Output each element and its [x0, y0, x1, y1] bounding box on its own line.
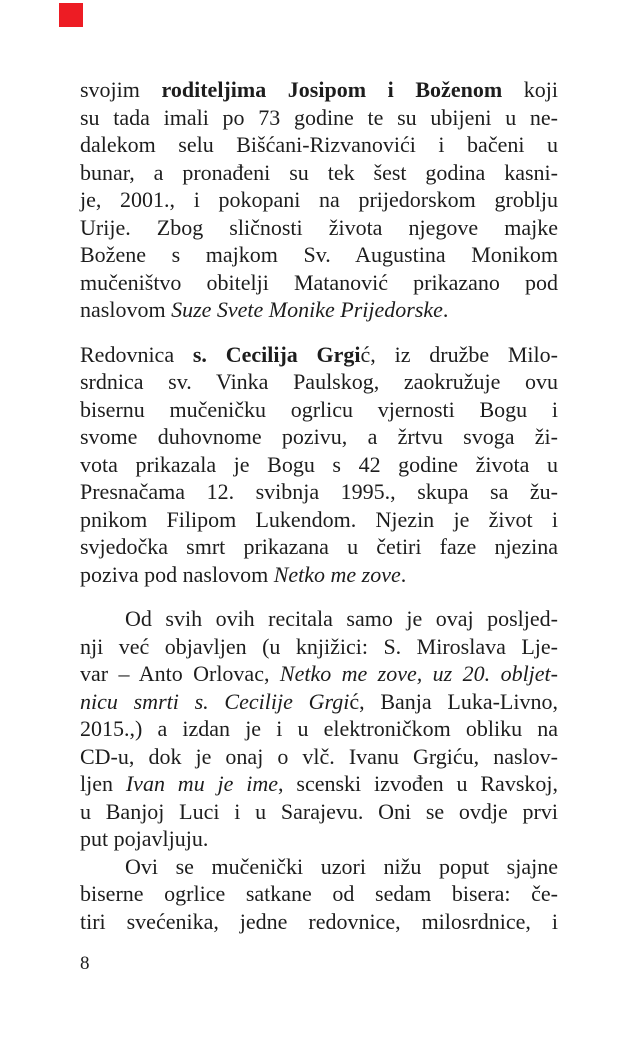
- text-line: [80, 880, 558, 908]
- text-segment: Netko me zove: [273, 561, 401, 587]
- text-segment: Suze Svete Monike Prijedorske: [171, 297, 443, 322]
- text-segment: poziva pod naslovom: [80, 561, 274, 587]
- text-line: [80, 76, 558, 104]
- text-line: [80, 269, 558, 297]
- text-segment: tiri svećenika, jedne redovnice, milosrdnice, i: [80, 908, 558, 934]
- text-segment: Od svih ovih recitala samo je ovaj posljed-: [125, 606, 558, 631]
- text-line: [80, 688, 558, 716]
- text-segment: dalekom selu Bišćani-Rizvanovići i bačeni u: [80, 132, 558, 157]
- text-segment: u Banjoj Luci i u Sarajevu. Oni se ovdje prvi: [80, 798, 558, 824]
- text-segment: svjedočka smrt prikazana u četiri faze njezina: [80, 534, 558, 559]
- text-line: [80, 825, 558, 853]
- text-segment: Redovnica: [80, 341, 193, 367]
- text-line: [80, 633, 558, 661]
- text-line: [80, 660, 558, 688]
- text-segment: biserne ogrlice satkane od sedam bisera: če-: [80, 881, 558, 906]
- text-segment: mučeništvo obitelji Matanović prikazano pod: [80, 269, 558, 295]
- text-line: [80, 296, 558, 324]
- red-scan-marker: [59, 3, 83, 27]
- text-line: [80, 451, 558, 479]
- text-segment: var – Anto Orlovac,: [80, 661, 280, 686]
- text-line: [80, 159, 558, 187]
- text-segment: , scenski izvođen u Ravskoj,: [278, 771, 558, 796]
- text-segment: Ivan mu je ime: [125, 771, 279, 796]
- text-line: [80, 423, 558, 451]
- text-line: [80, 368, 558, 396]
- text-segment: Ovi se mučenički uzori nižu poput sjajne: [125, 853, 558, 879]
- text-segment: ljen: [80, 771, 126, 796]
- text-segment: bisernu mučeničku ogrlicu vjernosti Bogu i: [80, 396, 558, 422]
- text-line: [80, 533, 558, 561]
- text-segment: .: [400, 561, 407, 587]
- text-line: [80, 131, 558, 159]
- text-line: [80, 798, 558, 826]
- text-line: [80, 186, 558, 214]
- text-line: [80, 506, 558, 534]
- text-line: [80, 770, 558, 798]
- text-line: [80, 908, 558, 936]
- text-line: [80, 214, 558, 242]
- paragraph: [80, 341, 558, 589]
- text-line: [80, 104, 558, 132]
- text-line: [80, 715, 558, 743]
- text-segment: Urije. Zbog sličnosti života njegove majke: [80, 214, 558, 240]
- text-segment: koji: [502, 77, 558, 102]
- text-segment: ć, iz družbe Milo-: [360, 341, 558, 367]
- text-segment: svome duhovnome pozivu, a žrtvu svoga ži-: [80, 424, 558, 449]
- text-segment: s. Cecilija Grgi: [192, 341, 361, 367]
- text-segment: put pojavljuju.: [80, 826, 209, 851]
- text-segment: bunar, a pronađeni su tek šest godina kasni-: [80, 159, 558, 185]
- paragraph: [80, 605, 558, 853]
- text-segment: roditeljima Josipom i Boženom: [161, 77, 503, 102]
- text-segment: nji već objavljen (u knjižici: S. Miroslava Lje-: [80, 633, 558, 659]
- text-segment: svojim: [80, 77, 162, 102]
- text-line: [80, 605, 558, 633]
- text-line: [80, 853, 558, 881]
- text-line: [80, 478, 558, 506]
- text-line: [80, 241, 558, 269]
- text-segment: Netko me zove, uz 20. obljet-: [279, 661, 558, 686]
- text-segment: Božene s majkom Sv. Augustina Monikom: [80, 242, 558, 267]
- text-segment: nicu smrti s. Cecilije Grgi: [80, 688, 350, 714]
- text-segment: vota prikazala je Bogu s 42 godine života u: [80, 451, 558, 477]
- text-segment: su tada imali po 73 godine te su ubijeni u ne-: [80, 104, 558, 130]
- paragraph: [80, 76, 558, 324]
- text-line: [80, 743, 558, 771]
- paragraph: [80, 853, 558, 936]
- text-line: [80, 341, 558, 369]
- text-segment: CD-u, dok je onaj o vlč. Ivanu Grgiću, naslov-: [80, 743, 558, 769]
- text-line: [80, 561, 558, 589]
- text-line: [80, 396, 558, 424]
- text-segment: srdnica sv. Vinka Paulskog, zaokružuje ovu: [80, 369, 558, 394]
- text-segment: pnikom Filipom Lukendom. Njezin je život i: [80, 506, 558, 532]
- text-segment: 2015.,) a izdan je i u elektroničkom obliku na: [80, 716, 558, 741]
- text-segment: je, 2001., i pokopani na prijedorskom groblju: [80, 187, 558, 212]
- text-segment: Presnačama 12. svibnja 1995., skupa sa žu-: [80, 479, 558, 504]
- text-segment: .: [442, 297, 449, 322]
- page-text: [80, 76, 558, 935]
- text-segment: ć, Banja Luka-Livno,: [349, 688, 558, 714]
- text-segment: naslovom: [80, 297, 172, 322]
- page-number: 8: [80, 953, 90, 974]
